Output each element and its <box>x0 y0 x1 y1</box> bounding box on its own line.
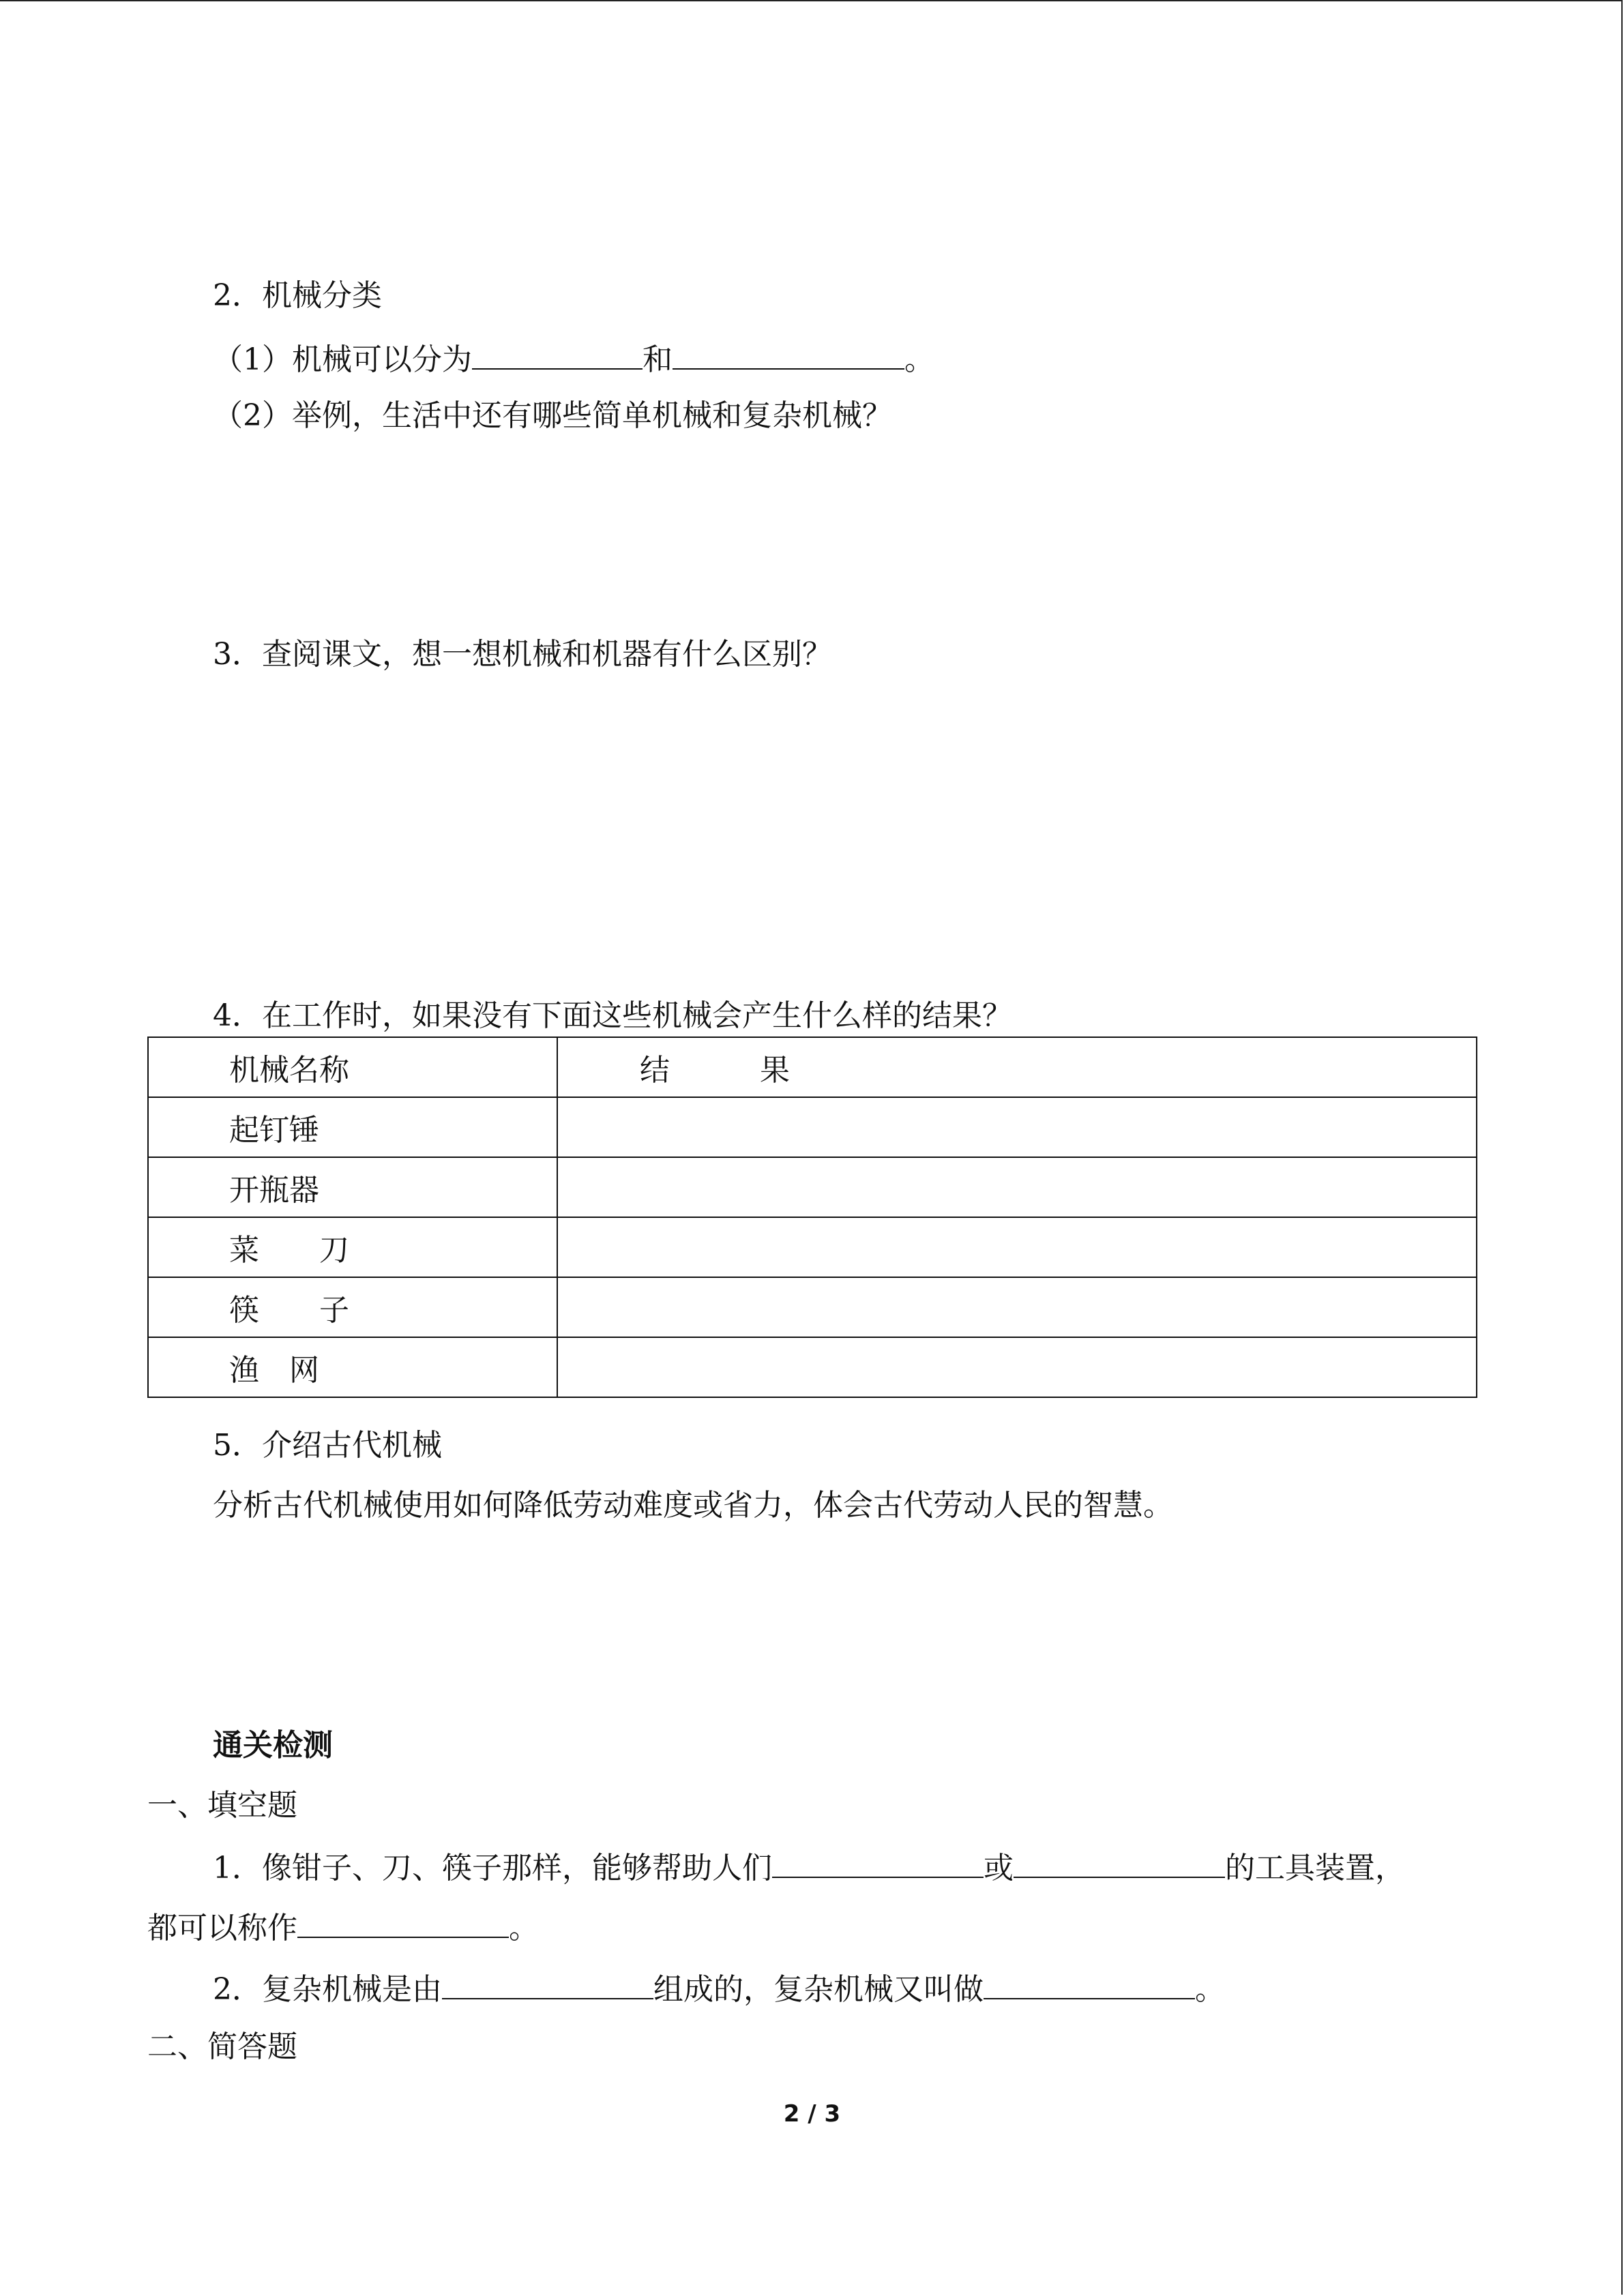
check-heading: 通关检测 <box>213 1728 333 1763</box>
table-row <box>148 1277 1477 1337</box>
q2-text-a: 2．复杂机械是由 <box>213 1972 442 2007</box>
page-number: 2 / 3 <box>783 2100 841 2128</box>
machine-name: 渔 网 <box>148 1337 557 1397</box>
section-2-question-2: （2）举例，生活中还有哪些简单机械和复杂机械？ <box>213 398 892 433</box>
machine-name: 菜 刀 <box>148 1217 557 1277</box>
table-row <box>148 1217 1477 1277</box>
q1-end: 。 <box>904 342 934 377</box>
machine-result-table <box>147 1037 1477 1398</box>
table-row <box>148 1157 1477 1217</box>
q1-prefix: （1）机械可以分为 <box>213 342 472 377</box>
fill-question-2 <box>213 1967 1225 2008</box>
result-cell[interactable] <box>557 1277 1477 1337</box>
table-header-row <box>148 1037 1477 1097</box>
answer-blank[interactable] <box>442 1967 653 1999</box>
answer-blank[interactable] <box>1014 1845 1225 1878</box>
result-cell[interactable] <box>557 1217 1477 1277</box>
fill-question-1 <box>213 1845 1405 1886</box>
machine-name: 筷 子 <box>148 1277 557 1337</box>
table-row <box>148 1337 1477 1397</box>
result-cell[interactable] <box>557 1097 1477 1157</box>
answer-blank[interactable] <box>297 1905 509 1938</box>
machine-name: 开瓶器 <box>148 1157 557 1217</box>
q1-text-e: 。 <box>509 1911 539 1945</box>
section-5-title: 5．介绍古代机械 <box>213 1428 442 1463</box>
answer-blank[interactable] <box>472 337 643 370</box>
header-result: 结 果 <box>557 1037 1477 1097</box>
q1-mid: 和 <box>643 342 673 377</box>
q1-text-d: 都可以称作 <box>147 1911 297 1945</box>
answer-blank[interactable] <box>772 1845 984 1878</box>
section-5-body: 分析古代机械使用如何降低劳动难度或省力，体会古代劳动人民的智慧。 <box>213 1488 1173 1523</box>
q1-text-a: 1．像钳子、刀、筷子那样，能够帮助人们 <box>213 1851 772 1885</box>
machine-name: 起钉锤 <box>148 1097 557 1157</box>
header-machine-name: 机械名称 <box>148 1037 557 1097</box>
q2-text-b: 组成的，复杂机械又叫做 <box>653 1972 984 2007</box>
result-cell[interactable] <box>557 1157 1477 1217</box>
section-4-title: 4．在工作时，如果没有下面这些机械会产生什么样的结果？ <box>213 998 1012 1033</box>
part-1-heading: 一、填空题 <box>147 1788 297 1823</box>
section-2-question-1 <box>213 337 934 378</box>
section-3-title: 3．查阅课文，想一想机械和机器有什么区别？ <box>213 637 832 672</box>
table-row <box>148 1097 1477 1157</box>
q1-text-c: 的工具装置， <box>1225 1851 1405 1885</box>
answer-blank[interactable] <box>673 337 904 370</box>
result-cell[interactable] <box>557 1337 1477 1397</box>
answer-blank[interactable] <box>984 1967 1195 1999</box>
q1-text-b: 或 <box>984 1851 1014 1885</box>
part-2-heading: 二、简答题 <box>147 2029 297 2064</box>
q2-text-c: 。 <box>1195 1972 1225 2007</box>
section-2-title: 2．机械分类 <box>213 278 382 313</box>
fill-question-1-cont <box>147 1905 539 1946</box>
